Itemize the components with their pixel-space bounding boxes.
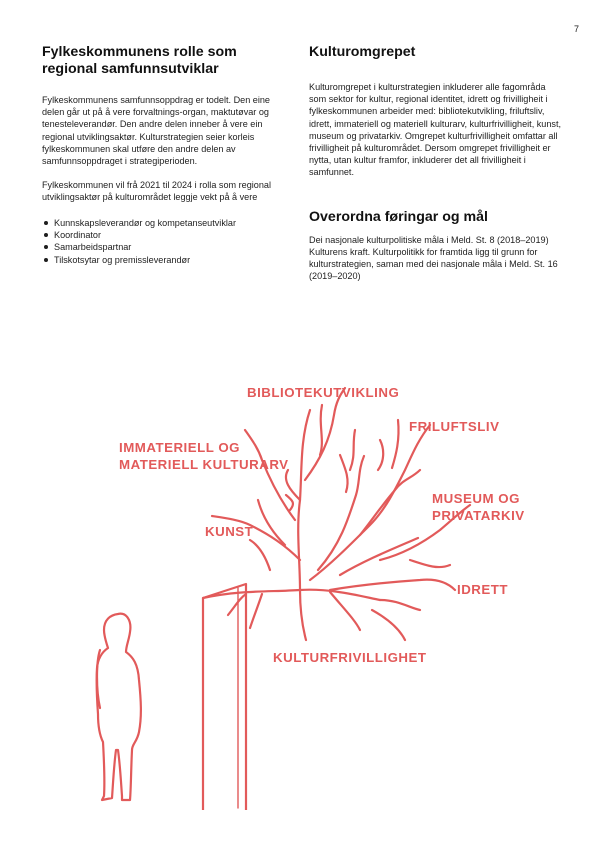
page-number: 7	[574, 24, 580, 34]
label-museum	[432, 490, 525, 524]
list-item: Samarbeidspartnar	[42, 241, 294, 253]
left-column	[42, 44, 294, 266]
tree-illustration	[0, 370, 598, 810]
list-item: Koordinator	[42, 229, 294, 241]
label-bibliotekutvikling: BIBLIOTEKUTVIKLING	[247, 385, 400, 400]
list-item: Tilskotsytar og premissleverandør	[42, 254, 294, 266]
person-silhouette	[97, 614, 141, 800]
roles-list	[42, 217, 294, 266]
door-panel	[203, 584, 246, 810]
label-kulturfrivillighet: KULTURFRIVILLIGHET	[273, 650, 427, 665]
guidelines-paragraph: Dei nasjonale kulturpolitiske måla i Meld. St. 8 (2018–2019) Kulturens kraft. Kulturpolitikk for framtida ligg til grunn for kulturstrategien, saman med dei nasjonale måla i Meld. St. 16 (2019–2020)	[309, 234, 558, 282]
section-title-culture-concept: Kulturomgrepet	[309, 44, 416, 60]
role-paragraph-1: Fylkeskommunens samfunnsoppdrag er todelt. Den eine delen går ut på å vere forvaltnings-organ, maktutøvar og tenesteleverandør. Den andre delen inneber å vere ein regional utviklingsaktør. Kulturstrategien seier korleis fylkeskommunen skal utføre den andre delen av samfunnsoppdraget i strategiperioden.	[42, 95, 270, 167]
label-kulturarv	[119, 439, 289, 473]
list-item: Kunnskapsleverandør og kompetanseutviklar	[42, 217, 294, 229]
role-paragraph-2: Fylkeskommunen vil frå 2021 til 2024 i rolla som regional utviklingsaktør på kulturområdet leggje vekt på å vere	[42, 180, 271, 203]
label-kunst: KUNST	[205, 524, 254, 539]
label-kulturarv-line2: MATERIELL KULTURARV	[119, 457, 289, 472]
label-museum-line1: MUSEUM OG	[432, 491, 520, 506]
section-title-role: Fylkeskommunens rolle som regional samfunnsutviklar	[42, 44, 237, 77]
section-title-guidelines: Overordna føringar og mål	[309, 208, 488, 225]
label-idrett: IDRETT	[457, 582, 509, 597]
label-museum-line2: PRIVATARKIV	[432, 508, 525, 523]
label-friluftsliv: FRILUFTSLIV	[409, 419, 500, 434]
label-kulturarv-line1: IMMATERIELL OG	[119, 440, 241, 455]
culture-concept-paragraph: Kulturomgrepet i kulturstrategien inkluderer alle fagområda som sektor for kultur, regional identitet, idrett og frivilligheit i fylkeskommunen arbeider med: bibliotekutvikling, friluftsliv, idrett, immateriell og materiell kulturarv, kulturfrivilligheit, kunst, museum og privatarkiv. Omgrepet kulturfrivilligheit omfattar all frivilligheit på kulturområdet. Dersom omgrepet frivilligheit er nytta, utan kultur framfor, inkluderer det all frivilligheit i samfunnet.	[309, 82, 562, 178]
right-column	[309, 44, 561, 282]
